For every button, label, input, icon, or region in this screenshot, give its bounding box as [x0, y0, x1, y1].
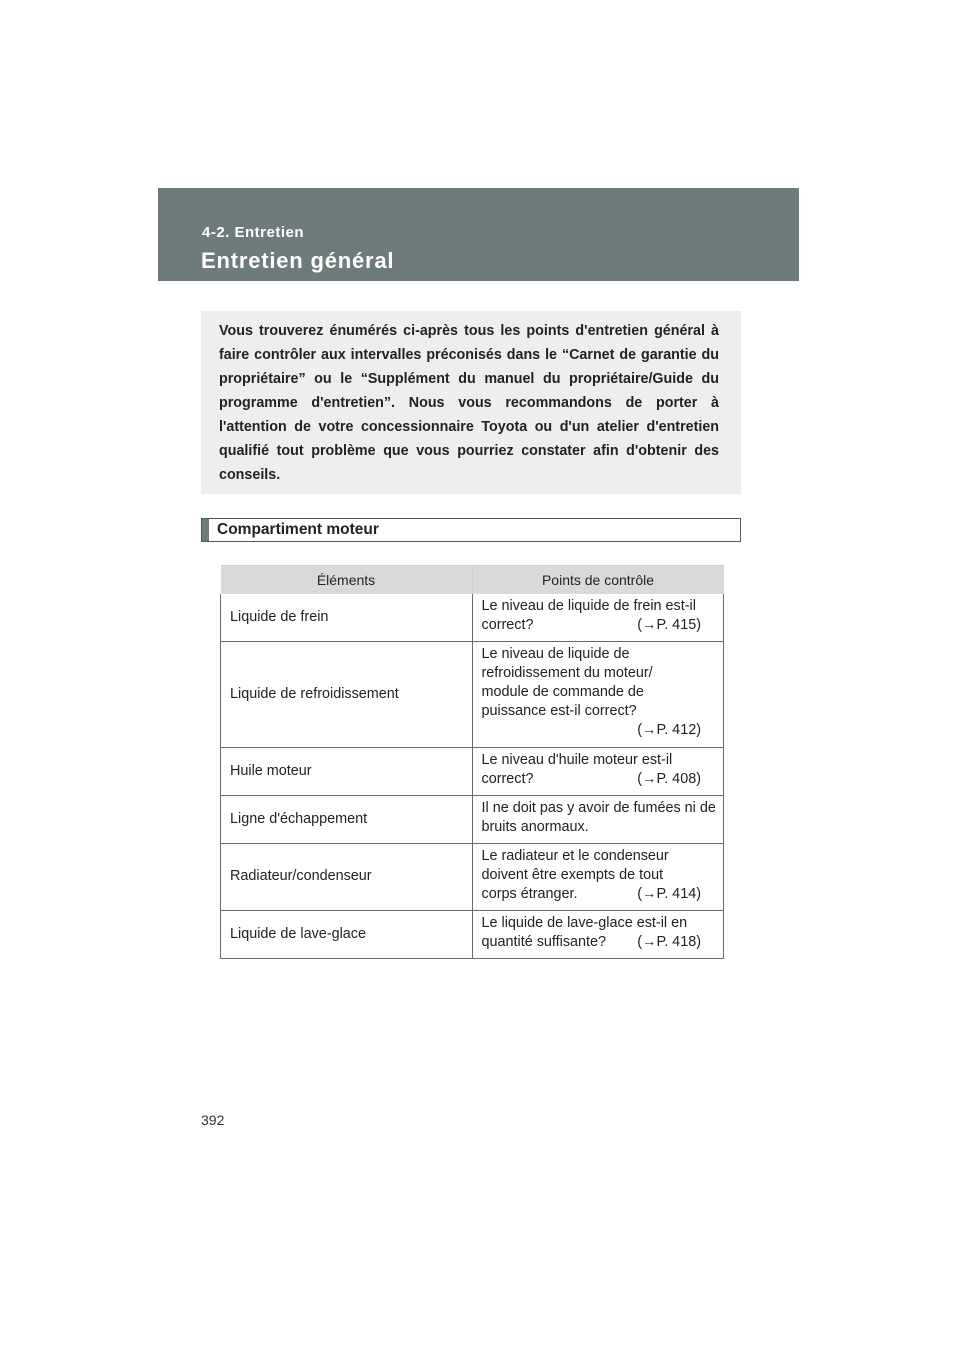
- section-label: 4-2. Entretien: [202, 224, 305, 241]
- page-title: Entretien général: [201, 248, 395, 273]
- page-reference: (→P. 412): [637, 721, 701, 738]
- check-cell: [472, 910, 724, 958]
- section-header: [158, 188, 799, 281]
- table-header-row: [221, 566, 724, 595]
- table-row: [221, 843, 724, 910]
- intro-text: Vous trouverez énumérés ci-après tous les points d'entretien général à faire contrôler aux intervalles préconisés dans le “Carnet de garantie du propriétaire” ou le “Supplément du manuel du propriétaire/Guide du programme d'entretien”. Nous vous recommandons de porter à l'attention de votre concessionnaire Toyota ou d'un atelier d'entretien qualifié tout problème que vous pourriez constater afin d'obtenir des conseils.: [219, 323, 719, 483]
- subsection-marker: [202, 519, 209, 541]
- check-cell: [472, 843, 724, 910]
- table-row: [221, 594, 724, 641]
- intro-box: [201, 311, 741, 494]
- check-line: [482, 885, 718, 904]
- check-text: Le niveau d'huile moteur est-il: [481, 751, 673, 768]
- item-cell: Huile moteur: [221, 747, 473, 795]
- subsection-title: Compartiment moteur: [217, 521, 379, 538]
- check-line: [482, 933, 718, 952]
- table-row: [221, 641, 724, 747]
- check-text: Le radiateur et le condenseur doivent être exempts de tout: [481, 847, 669, 883]
- item-cell: Liquide de refroidissement: [221, 641, 473, 747]
- check-cell: [472, 594, 724, 641]
- table-row: [221, 910, 724, 958]
- item-cell: Liquide de lave-glace: [221, 910, 473, 958]
- check-cell: [472, 795, 724, 843]
- item-cell: Radiateur/condenseur: [221, 843, 473, 910]
- check-text-end: quantité suffisante?: [481, 933, 607, 950]
- page-reference: (→P. 408): [637, 770, 701, 787]
- check-text: Le niveau de liquide de frein est-il: [481, 598, 696, 614]
- page-reference: (→P. 415): [637, 617, 701, 633]
- check-text: Le niveau de liquide de refroidissement du moteur/ module de commande de puissance est-il correct?: [481, 645, 653, 719]
- check-cell: [472, 641, 724, 747]
- check-cell: [472, 747, 724, 795]
- table-row: [221, 747, 724, 795]
- table-row: [221, 795, 724, 843]
- column-header-items: Éléments: [221, 566, 473, 595]
- maintenance-table: [220, 565, 724, 959]
- subsection-heading: [201, 518, 741, 542]
- check-line: [482, 616, 718, 635]
- check-text: Il ne doit pas y avoir de fumées ni de bruits anormaux.: [481, 799, 716, 835]
- column-header-checkpoints: Points de contrôle: [472, 566, 724, 595]
- check-text-end: correct?: [481, 770, 534, 787]
- item-cell: Ligne d'échappement: [221, 795, 473, 843]
- check-text: Le liquide de lave-glace est-il en: [481, 914, 688, 931]
- page-number: 392: [201, 1112, 225, 1128]
- item-cell: Liquide de frein: [221, 594, 473, 641]
- page-reference: (→P. 414): [637, 885, 701, 902]
- check-line: [482, 770, 718, 789]
- page-reference: (→P. 418): [637, 933, 701, 950]
- check-text-end: corps étranger.: [481, 885, 578, 902]
- check-text-end: correct?: [481, 617, 534, 633]
